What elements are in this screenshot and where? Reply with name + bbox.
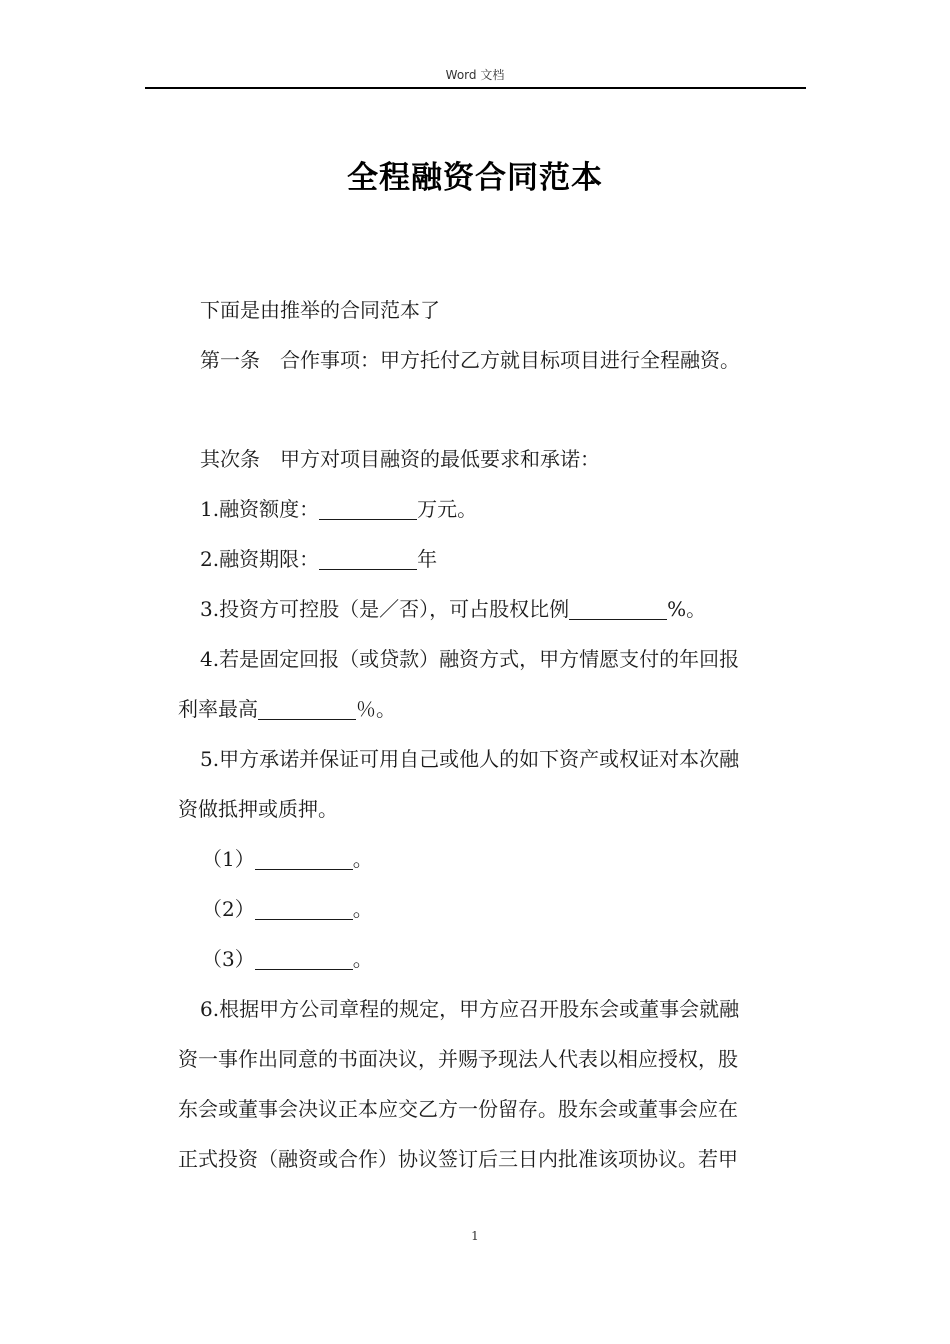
page-number: 1: [471, 1229, 479, 1243]
sub-item-3-end: 。: [352, 947, 373, 971]
header-divider: [145, 87, 806, 89]
sub-item-3: [178, 934, 842, 984]
sub-item-2-end: 。: [352, 897, 373, 921]
item-4-blank: [258, 699, 356, 720]
document-title: 全程融资合同范本: [347, 160, 603, 196]
intro-paragraph: 下面是由推举的合同范本了: [200, 298, 440, 322]
item-6-line-4: 正式投资（融资或合作）协议签订后三日内批准该项协议。若甲: [178, 1147, 738, 1171]
item-3-blank: [569, 599, 667, 620]
sub-item-2: [178, 884, 842, 934]
page-header-label: Word 文档: [445, 68, 505, 82]
item-3-equity-ratio: [178, 584, 818, 634]
item-4-line-1: 4.若是固定回报（或贷款）融资方式，甲方情愿支付的年回报: [200, 647, 740, 671]
sub-item-2-number: （2）: [202, 897, 255, 921]
item-4-line-2: [178, 684, 818, 734]
sub-item-1-number: （1）: [202, 847, 255, 871]
sub-item-1-blank: [255, 849, 353, 870]
item-2-blank: [319, 549, 417, 570]
item-3-unit: %。: [667, 597, 707, 621]
item-6-line-1: 6.根据甲方公司章程的规定，甲方应召开股东会或董事会就融: [200, 997, 740, 1021]
sub-item-3-blank: [255, 949, 353, 970]
item-4-unit: ％。: [356, 697, 396, 721]
sub-item-1: [178, 834, 842, 884]
article-2: 其次条 甲方对项目融资的最低要求和承诺：: [200, 447, 600, 471]
sub-item-3-number: （3）: [202, 947, 255, 971]
item-2-financing-term: [178, 534, 818, 584]
item-1-label: 1.融资额度：: [200, 497, 320, 521]
item-1-blank: [319, 499, 417, 520]
sub-item-1-end: 。: [352, 847, 373, 871]
article-1: 第一条 合作事项：甲方托付乙方就目标项目进行全程融资。: [200, 348, 740, 372]
item-1-unit: 万元。: [417, 497, 478, 521]
item-1-financing-amount: [178, 484, 818, 534]
item-6-line-3: 东会或董事会决议正本应交乙方一份留存。股东会或董事会应在: [178, 1097, 738, 1121]
item-2-unit: 年: [417, 547, 438, 571]
item-6-line-2: 资一事作出同意的书面决议，并赐予现法人代表以相应授权，股: [178, 1047, 738, 1071]
item-4-label: 利率最高: [178, 697, 258, 721]
sub-item-2-blank: [255, 899, 353, 920]
item-2-label: 2.融资期限：: [200, 547, 320, 571]
item-5-line-1: 5.甲方承诺并保证可用自己或他人的如下资产或权证对本次融: [200, 747, 740, 771]
item-5-line-2: 资做抵押或质押。: [178, 797, 338, 821]
item-3-label: 3.投资方可控股（是／否），可占股权比例: [200, 597, 570, 621]
